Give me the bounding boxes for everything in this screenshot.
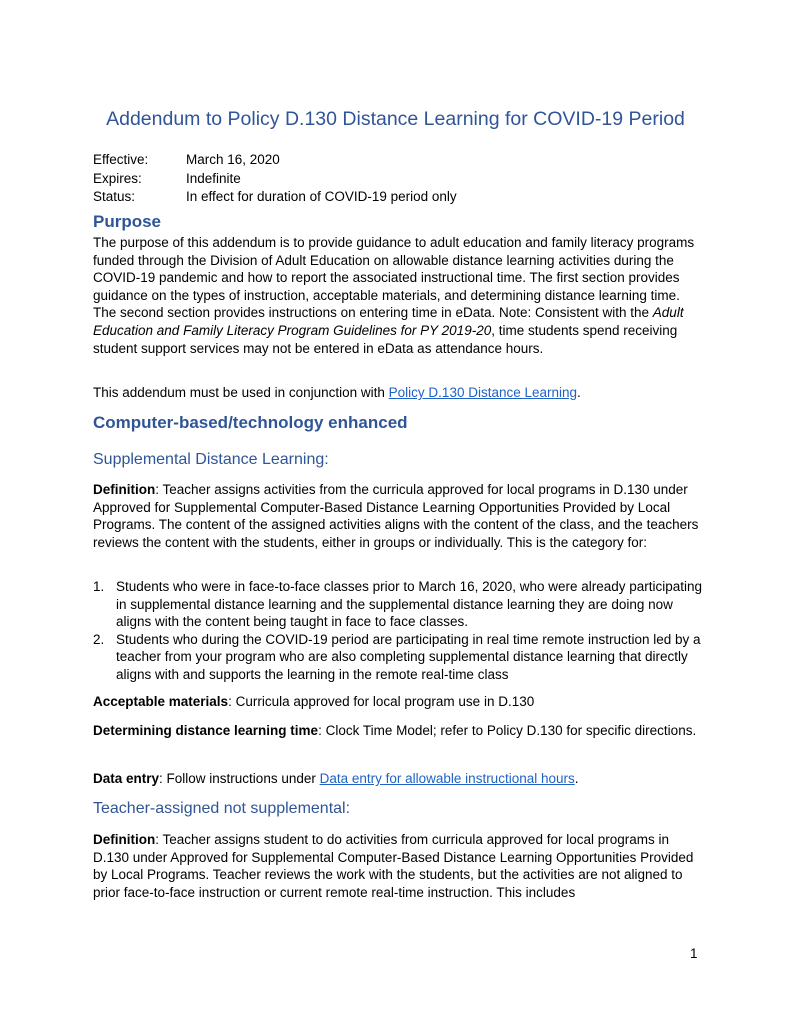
purpose-heading: Purpose xyxy=(93,212,162,231)
teacher-assigned-heading: Teacher-assigned not supplemental: xyxy=(93,800,351,817)
acceptable-materials xyxy=(93,693,703,711)
guidelines-title: Adult Education and Family Literacy Program Guidelines for PY 2019-20 xyxy=(93,305,684,338)
purpose-paragraph xyxy=(93,234,703,357)
definition-text: : Teacher assigns activities from the curricula approved for local programs in D.130 under Approved for Supplemental Computer-Based Distance Learning Opportunities Provided by Local Programs. The content of the assigned activities aligns with the content of the class, and the teachers reviews the content with the students, either in groups or individually. This is the category for: xyxy=(93,482,699,550)
conjunction-end: . xyxy=(577,385,581,400)
definition-label: Definition xyxy=(93,832,156,847)
supplemental-heading: Supplemental Distance Learning: xyxy=(93,451,329,468)
list-text: Students who during the COVID-19 period are participating in real time remote instruction led by a teacher from your program who are also completing supplemental distance learning that directly aligns with and supports the learning in the remote real-time class xyxy=(116,631,701,682)
policy-d130-link[interactable]: Policy D.130 Distance Learning xyxy=(388,385,578,400)
meta-row-status xyxy=(93,188,457,207)
conjunction-text: This addendum must be used in conjunction with xyxy=(93,385,389,400)
materials-text: : Curricula approved for local program use in D.130 xyxy=(228,694,535,709)
distance-learning-time xyxy=(93,722,703,740)
teacher-assigned-definition xyxy=(93,831,703,901)
time-label: Determining distance learning time xyxy=(93,723,319,738)
document-title: Addendum to Policy D.130 Distance Learning for COVID-19 Period xyxy=(106,108,685,130)
purpose-text-end: , time students spend receiving student support services may not be entered in eData as attendance hours. xyxy=(93,322,678,356)
meta-key: Expires: xyxy=(93,170,142,186)
data-entry xyxy=(93,770,703,788)
meta-row-effective xyxy=(93,151,457,170)
supplemental-definition xyxy=(93,481,703,551)
computer-based-heading: Computer-based/technology enhanced xyxy=(93,413,408,432)
page-number: 1 xyxy=(690,946,698,961)
meta-value: In effect for duration of COVID-19 period only xyxy=(186,189,457,204)
list-text: Students who were in face-to-face classes prior to March 16, 2020, who were already participating in supplemental distance learning and the supplemental distance learning they are doing now aligns with the content being taught in face to face classes. xyxy=(116,579,703,630)
entry-end: . xyxy=(574,771,579,786)
entry-text: : Follow instructions under xyxy=(159,771,320,786)
meta-value: Indefinite xyxy=(186,170,241,186)
definition-text: : Teacher assigns student to do activities from curricula approved for local programs in D.130 under Approved for Supplemental Computer-Based Distance Learning Opportunities Provided by Local Programs. Teacher reviews the work with the students, but the activities are not aligned to prior face-to-face instruction or current remote real-time instruction. This includes xyxy=(93,832,694,900)
materials-label: Acceptable materials xyxy=(93,694,229,709)
entry-label: Data entry xyxy=(93,771,160,786)
conjunction-paragraph xyxy=(93,384,703,402)
list-item xyxy=(93,578,703,631)
policy-meta xyxy=(93,151,457,207)
definition-label: Definition xyxy=(93,482,156,497)
data-entry-link[interactable]: Data entry for allowable instructional hours xyxy=(319,771,575,786)
list-number: 1. xyxy=(93,579,105,594)
list-number: 2. xyxy=(93,631,105,647)
meta-key: Effective: xyxy=(93,152,149,167)
meta-row-expires xyxy=(93,170,457,189)
time-text: : Clock Time Model; refer to Policy D.130 for specific directions. xyxy=(318,723,697,738)
list-item xyxy=(93,631,703,684)
category-list xyxy=(93,578,703,684)
meta-key: Status: xyxy=(93,189,136,204)
purpose-text: The purpose of this addendum is to provide guidance to adult education and family literacy programs funded through the Division of Adult Education on allowable distance learning activities during the COVID-19 pandemic and how to report the associated instructional time. The first section provides guidance on the types of instruction, acceptable materials, and determining distance learning time. The second section provides instructions on entering time in eData. Note: Consistent with the xyxy=(93,235,695,321)
meta-value: March 16, 2020 xyxy=(186,152,280,167)
